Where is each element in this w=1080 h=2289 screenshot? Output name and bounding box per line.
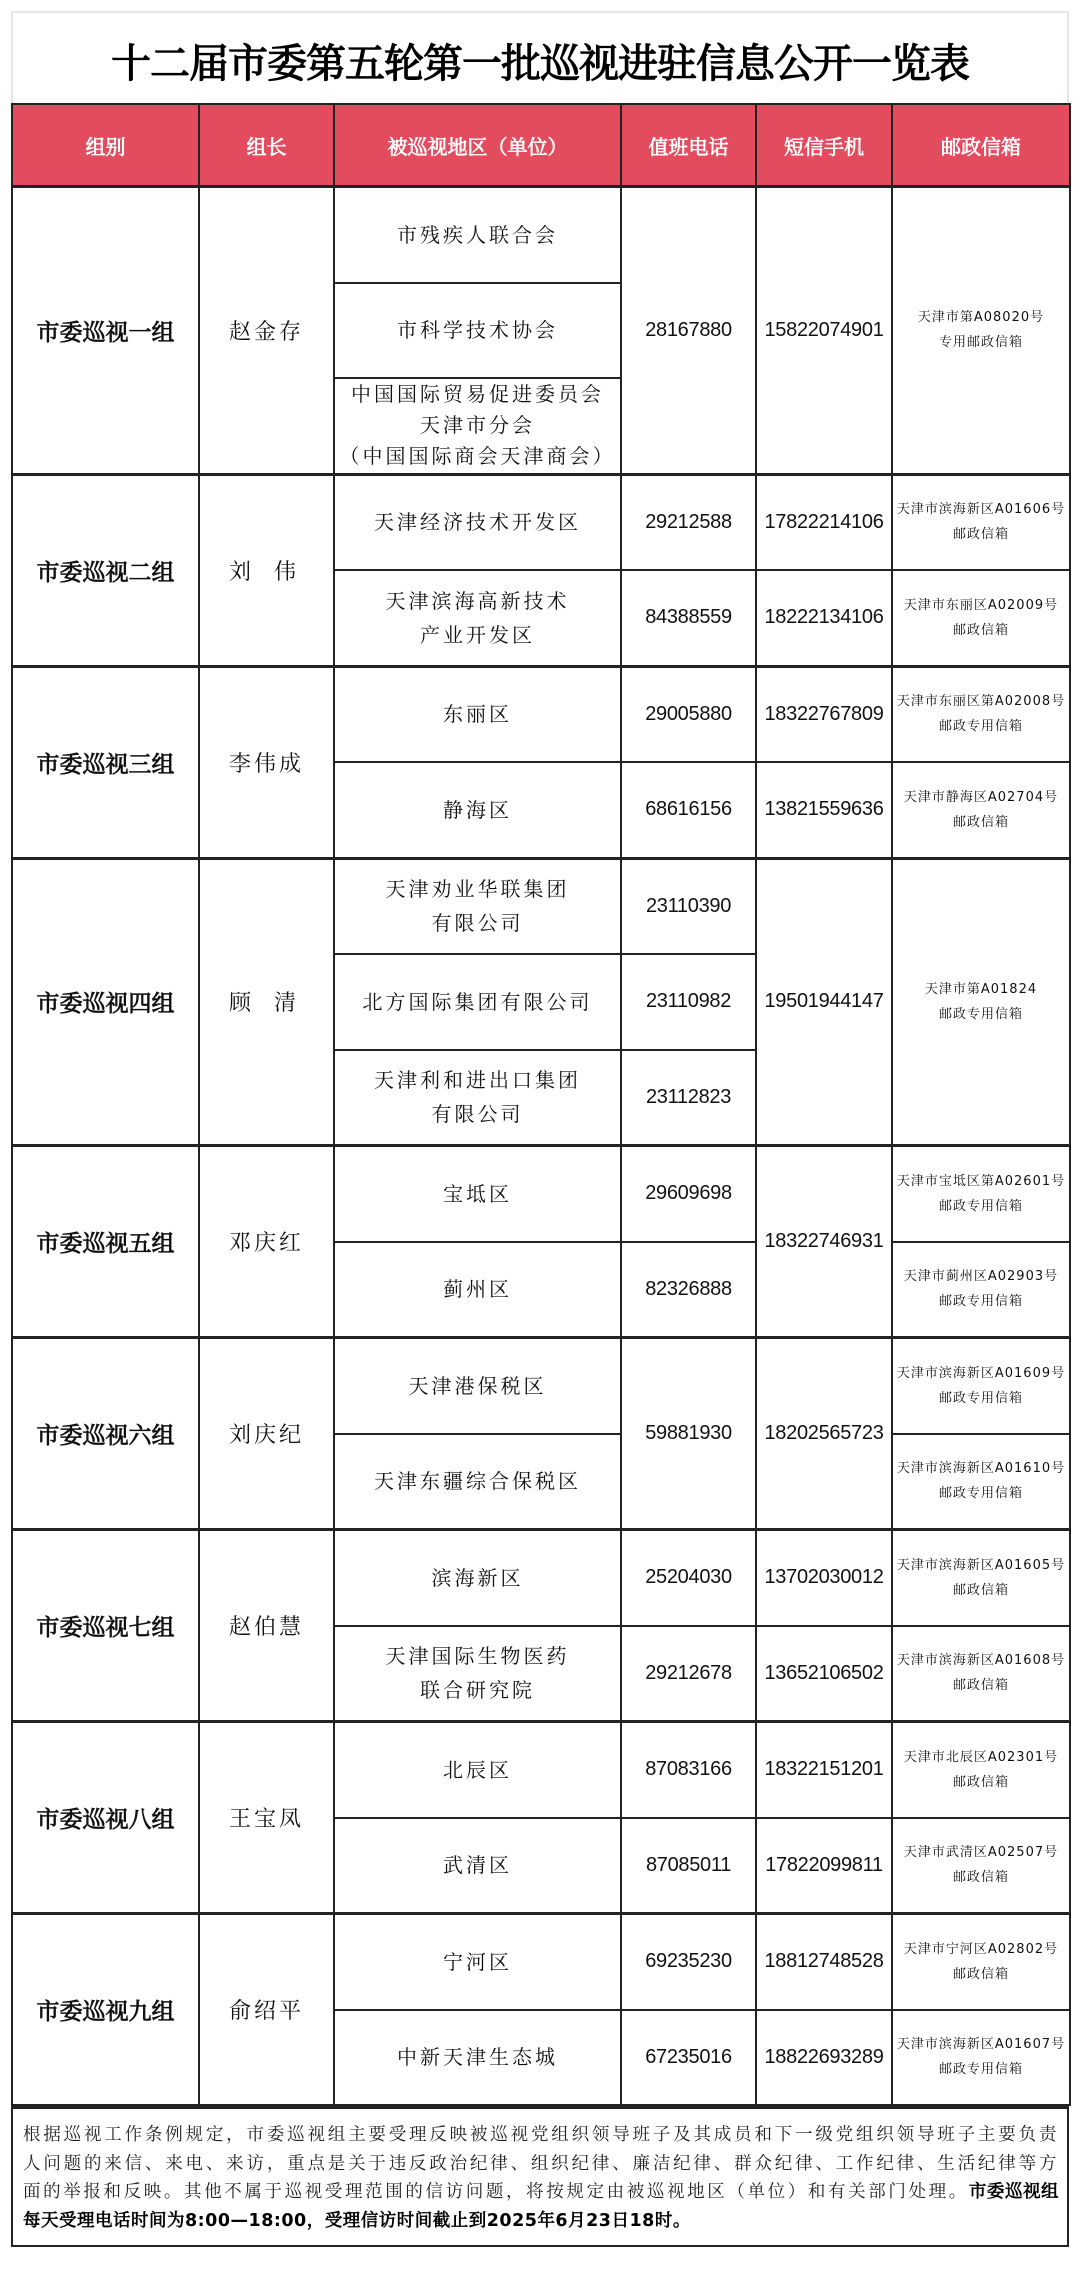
table-row (12, 666, 1070, 762)
inspected-unit (334, 378, 621, 474)
table-row (12, 474, 1070, 570)
inspected-unit (334, 1338, 621, 1434)
sms-mobile: 13652106502 (756, 1626, 892, 1722)
sms-mobile: 18822693289 (756, 2010, 892, 2106)
table-row (12, 1914, 1070, 2010)
inspected-unit (334, 474, 621, 570)
unit-line: 联合研究院 (420, 1678, 535, 1703)
mailbox-line: 天津市滨海新区A01609号 (896, 1365, 1066, 1381)
unit-line: 宝坻区 (443, 1181, 512, 1206)
mailbox-line: 天津市东丽区A02009号 (903, 597, 1059, 613)
mailbox (892, 2010, 1070, 2106)
duty-phone: 68616156 (621, 762, 756, 858)
inspected-unit (334, 1530, 621, 1626)
mailbox-line: 邮政专用信箱 (938, 1390, 1023, 1406)
unit-line: 中新天津生态城 (397, 2045, 558, 2070)
duty-phone: 87083166 (621, 1722, 756, 1818)
sms-mobile: 17822214106 (756, 474, 892, 570)
mailbox (892, 1722, 1070, 1818)
group-name: 市委巡视五组 (12, 1146, 199, 1338)
mailbox-line: 天津市武清区A02507号 (903, 1845, 1059, 1861)
table-row (12, 858, 1070, 954)
footer-note (11, 2106, 1069, 2247)
unit-line: 天津市分会 (420, 413, 535, 438)
sms-mobile: 13821559636 (756, 762, 892, 858)
sms-mobile: 18322746931 (756, 1146, 892, 1338)
mailbox (892, 1146, 1070, 1242)
header-mailbox: 邮政信箱 (892, 104, 1070, 187)
unit-line: 天津经济技术开发区 (374, 510, 581, 535)
group-leader: 王宝凤 (199, 1722, 334, 1914)
mailbox-line: 天津市滨海新区A01608号 (896, 1653, 1066, 1669)
mailbox-line: 邮政信箱 (952, 1870, 1009, 1886)
table-row (12, 1722, 1070, 1818)
inspected-unit (334, 2010, 621, 2106)
group-name: 市委巡视八组 (12, 1722, 199, 1914)
mailbox (892, 1434, 1070, 1530)
inspected-unit (334, 666, 621, 762)
mailbox-line: 天津市蓟州区A02903号 (903, 1269, 1059, 1285)
inspected-unit (334, 187, 621, 283)
unit-line: 天津东疆综合保税区 (374, 1469, 581, 1494)
unit-line: 有限公司 (431, 1102, 524, 1127)
mailbox (892, 1914, 1070, 2010)
header-unit: 被巡视地区（单位） (334, 104, 621, 187)
group-name: 市委巡视三组 (12, 666, 199, 858)
sms-mobile: 19501944147 (756, 858, 892, 1146)
sms-mobile: 18812748528 (756, 1914, 892, 2010)
group-name: 市委巡视六组 (12, 1338, 199, 1530)
unit-line: 武清区 (443, 1853, 512, 1878)
inspected-unit (334, 954, 621, 1050)
duty-phone: 23112823 (621, 1050, 756, 1146)
duty-phone: 29212588 (621, 474, 756, 570)
duty-phone: 23110982 (621, 954, 756, 1050)
group-leader: 李伟成 (199, 666, 334, 858)
group-name: 市委巡视七组 (12, 1530, 199, 1722)
mailbox-line: 天津市第A01824 (924, 981, 1038, 997)
duty-phone: 28167880 (621, 187, 756, 475)
mailbox-line: 邮政专用信箱 (938, 1198, 1023, 1214)
header-sms-mobile: 短信手机 (756, 104, 892, 187)
table-row (12, 1146, 1070, 1242)
inspected-unit (334, 1434, 621, 1530)
duty-phone: 29609698 (621, 1146, 756, 1242)
unit-line: 天津劝业华联集团 (385, 877, 570, 902)
sms-mobile: 18202565723 (756, 1338, 892, 1530)
inspected-unit (334, 1722, 621, 1818)
mailbox-line: 邮政信箱 (952, 1582, 1009, 1598)
unit-line: 天津利和进出口集团 (374, 1068, 581, 1093)
sms-mobile: 18322767809 (756, 666, 892, 762)
unit-line: 北辰区 (443, 1757, 512, 1782)
group-leader: 邓庆红 (199, 1146, 334, 1338)
inspected-unit (334, 762, 621, 858)
unit-line: 中国国际贸易促进委员会 (351, 382, 604, 407)
inspected-unit (334, 570, 621, 666)
mailbox-line: 专用邮政信箱 (938, 335, 1023, 351)
page-title: 十二届市委第五轮第一批巡视进驻信息公开一览表 (111, 39, 969, 87)
group-leader: 俞绍平 (199, 1914, 334, 2106)
table-body (12, 187, 1070, 2106)
unit-line: 天津滨海高新技术 (385, 588, 570, 613)
duty-phone: 29005880 (621, 666, 756, 762)
inspected-unit (334, 1626, 621, 1722)
mailbox-line: 邮政信箱 (952, 527, 1009, 543)
mailbox-line: 邮政专用信箱 (938, 2062, 1023, 2078)
duty-phone: 82326888 (621, 1242, 756, 1338)
group-leader: 赵金存 (199, 187, 334, 475)
mailbox-line: 邮政信箱 (952, 622, 1009, 638)
footer-text: 根据巡视工作条例规定，市委巡视组主要受理反映被巡视党组织领导班子及其成员和下一级党组织领导班子主要负责人问题的来信、来电、来访，重点是关于违反政治纪律、组织纪律、廉洁纪律、群众纪律、工作纪律、生活纪律等方面的举报和反映。其他不属于巡视受理范围的信访问题，将按规定由被巡视地区（单位）和有关部门处理。 (23, 2125, 1059, 2202)
mailbox (892, 474, 1070, 570)
group-leader: 刘 伟 (199, 474, 334, 666)
footer-bold-text: 市委巡视组每天受理电话时间为8:00—18:00，受理信访时间截止到2025年6月23日18时。 (23, 2182, 1060, 2231)
inspected-unit (334, 1146, 621, 1242)
unit-line: 静海区 (443, 797, 512, 822)
unit-line: 东丽区 (443, 702, 512, 727)
inspection-table (11, 103, 1071, 2106)
unit-line: 天津港保税区 (408, 1373, 547, 1398)
sms-mobile: 18322151201 (756, 1722, 892, 1818)
mailbox-line: 邮政专用信箱 (938, 1006, 1023, 1022)
group-leader: 顾 清 (199, 858, 334, 1146)
mailbox (892, 1530, 1070, 1626)
group-name: 市委巡视九组 (12, 1914, 199, 2106)
inspected-unit (334, 283, 621, 379)
mailbox-line: 天津市宝坻区第A02601号 (896, 1173, 1066, 1189)
table-row (12, 1530, 1070, 1626)
sms-mobile: 17822099811 (756, 1818, 892, 1914)
sms-mobile: 13702030012 (756, 1530, 892, 1626)
group-leader: 赵伯慧 (199, 1530, 334, 1722)
mailbox-line: 邮政信箱 (952, 1678, 1009, 1694)
duty-phone: 29212678 (621, 1626, 756, 1722)
table-header-row (12, 104, 1070, 187)
unit-line: 宁河区 (443, 1949, 512, 1974)
group-name: 市委巡视二组 (12, 474, 199, 666)
group-name: 市委巡视四组 (12, 858, 199, 1146)
mailbox-line: 天津市滨海新区A01606号 (896, 502, 1066, 518)
mailbox-line: 邮政信箱 (952, 1966, 1009, 1982)
header-leader: 组长 (199, 104, 334, 187)
unit-line: 天津国际生物医药 (385, 1644, 570, 1669)
mailbox-line: 邮政专用信箱 (938, 1294, 1023, 1310)
mailbox (892, 1338, 1070, 1434)
sms-mobile: 18222134106 (756, 570, 892, 666)
inspected-unit (334, 1818, 621, 1914)
duty-phone: 84388559 (621, 570, 756, 666)
inspected-unit (334, 858, 621, 954)
mailbox-line: 邮政专用信箱 (938, 1486, 1023, 1502)
mailbox (892, 187, 1070, 475)
duty-phone: 87085011 (621, 1818, 756, 1914)
unit-line: 滨海新区 (431, 1565, 524, 1590)
mailbox-line: 天津市滨海新区A01607号 (896, 2037, 1066, 2053)
unit-line: 市残疾人联合会 (397, 222, 558, 247)
mailbox-line: 天津市北辰区A02301号 (903, 1749, 1059, 1765)
duty-phone: 23110390 (621, 858, 756, 954)
unit-line: 产业开发区 (420, 622, 535, 647)
sms-mobile: 15822074901 (756, 187, 892, 475)
mailbox (892, 858, 1070, 1146)
disclosure-sheet (11, 11, 1069, 2247)
mailbox-line: 邮政专用信箱 (938, 719, 1023, 735)
mailbox-line: 天津市东丽区第A02008号 (896, 694, 1066, 710)
table-row (12, 187, 1070, 283)
unit-line: 市科学技术协会 (397, 318, 558, 343)
group-leader: 刘庆纪 (199, 1338, 334, 1530)
unit-line: （中国国际商会天津商会） (339, 444, 616, 469)
mailbox-line: 天津市滨海新区A01605号 (896, 1557, 1066, 1573)
mailbox-line: 天津市滨海新区A01610号 (896, 1461, 1066, 1477)
title-box (11, 11, 1069, 103)
mailbox (892, 1818, 1070, 1914)
inspected-unit (334, 1242, 621, 1338)
mailbox-line: 天津市静海区A02704号 (903, 789, 1059, 805)
mailbox (892, 570, 1070, 666)
mailbox-line: 天津市宁河区A02802号 (903, 1941, 1059, 1957)
unit-line: 有限公司 (431, 911, 524, 936)
header-group: 组别 (12, 104, 199, 187)
duty-phone: 59881930 (621, 1338, 756, 1530)
mailbox (892, 762, 1070, 858)
header-duty-phone: 值班电话 (621, 104, 756, 187)
table-row (12, 1338, 1070, 1434)
unit-line: 蓟州区 (443, 1277, 512, 1302)
group-name: 市委巡视一组 (12, 187, 199, 475)
unit-line: 北方国际集团有限公司 (362, 989, 593, 1014)
mailbox (892, 1626, 1070, 1722)
mailbox (892, 1242, 1070, 1338)
inspected-unit (334, 1050, 621, 1146)
mailbox-line: 邮政信箱 (952, 1774, 1009, 1790)
mailbox-line: 天津市第A08020号 (917, 310, 1045, 326)
mailbox-line: 邮政信箱 (952, 814, 1009, 830)
duty-phone: 67235016 (621, 2010, 756, 2106)
duty-phone: 69235230 (621, 1914, 756, 2010)
inspected-unit (334, 1914, 621, 2010)
duty-phone: 25204030 (621, 1530, 756, 1626)
mailbox (892, 666, 1070, 762)
